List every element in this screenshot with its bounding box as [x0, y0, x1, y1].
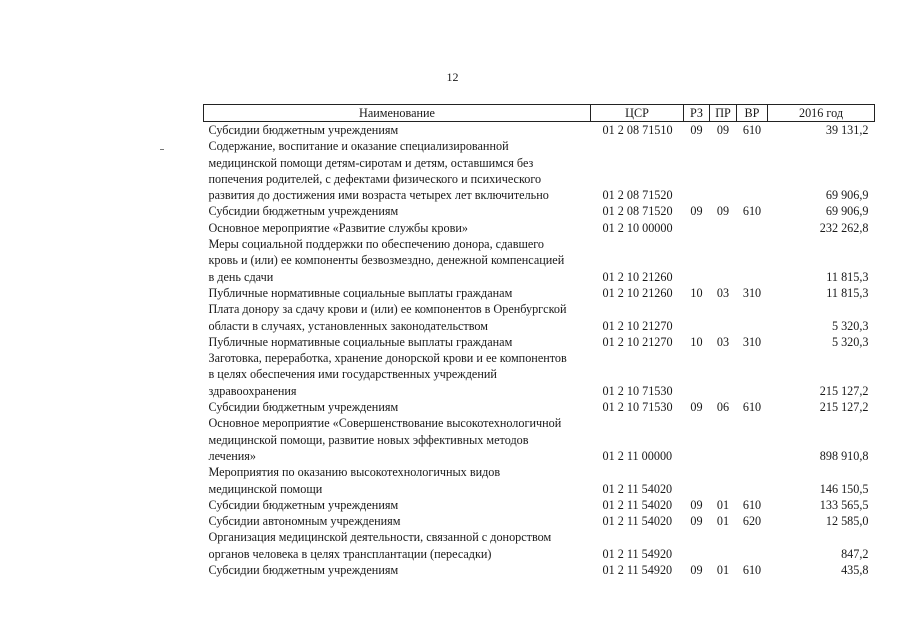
table-row	[204, 513, 875, 529]
row-name-cell	[204, 350, 591, 399]
table-row	[204, 122, 875, 139]
table-row	[204, 285, 875, 301]
row-rz	[684, 301, 710, 334]
row-rz	[684, 236, 710, 285]
row-csr: 01 2 08 71510	[602, 123, 673, 137]
row-rz: 09	[690, 204, 703, 219]
row-rz	[684, 415, 710, 464]
row-vr	[737, 464, 768, 497]
header-csr: ЦСР	[591, 105, 684, 122]
row-vr: 610	[742, 400, 762, 415]
row-sum: 69 906,9	[825, 204, 869, 219]
row-name-cell	[204, 203, 591, 219]
row-pr: 01	[716, 563, 730, 578]
row-sum: 435,8	[841, 563, 869, 578]
row-pr: 06	[716, 400, 730, 415]
row-name-cell	[204, 513, 591, 529]
row-name-cell	[204, 562, 591, 578]
row-vr	[737, 350, 768, 399]
row-rz: 10	[690, 334, 703, 349]
header-row	[204, 105, 875, 122]
row-sum: 215 127,2	[819, 383, 869, 398]
row-name-cell	[204, 122, 591, 139]
row-name-line: Субсидии бюджетным учреждениям	[208, 497, 399, 512]
table-row	[204, 464, 875, 497]
table-row	[204, 138, 875, 203]
row-name-line: Плата донору за сдачу крови и (или) ее компонентов в Оренбургской	[208, 302, 567, 317]
row-csr: 01 2 11 54020	[602, 514, 673, 529]
row-pr	[710, 350, 737, 399]
row-name-cell	[204, 301, 591, 334]
header-name: Наименование	[204, 105, 591, 122]
row-pr	[710, 464, 737, 497]
row-csr: 01 2 11 54020	[602, 497, 673, 512]
row-pr	[710, 220, 737, 236]
row-name-line: медицинской помощи, развитие новых эффективных методов	[208, 432, 529, 447]
row-name-cell	[204, 334, 591, 350]
row-csr: 01 2 11 00000	[602, 448, 673, 463]
row-name-line: в день сдачи	[208, 269, 274, 284]
row-rz: 09	[690, 514, 703, 529]
row-vr	[737, 529, 768, 562]
row-vr: 610	[742, 204, 762, 219]
row-pr	[710, 138, 737, 203]
row-name-cell	[204, 220, 591, 236]
row-vr	[737, 415, 768, 464]
row-sum: 39 131,2	[825, 123, 869, 137]
row-sum: 5 320,3	[831, 334, 869, 349]
row-rz: 09	[690, 123, 703, 137]
row-pr	[710, 415, 737, 464]
row-name-cell	[204, 529, 591, 562]
table-row	[204, 529, 875, 562]
row-csr: 01 2 11 54920	[602, 546, 673, 561]
row-sum: 898 910,8	[819, 448, 869, 463]
row-sum: 5 320,3	[831, 318, 869, 333]
row-rz	[684, 350, 710, 399]
row-csr: 01 2 10 21260	[602, 285, 673, 300]
table-row	[204, 236, 875, 285]
row-vr: 610	[742, 497, 762, 512]
row-name-line: Публичные нормативные социальные выплаты гражданам	[208, 334, 513, 349]
row-name-line: развития до достижения ими возраста четырех лет включительно	[208, 188, 549, 203]
row-name-line: медицинской помощи	[208, 481, 323, 496]
row-vr: 310	[742, 285, 762, 300]
header-pr: ПР	[710, 105, 737, 122]
row-name-cell	[204, 464, 591, 497]
row-csr: 01 2 11 54020	[602, 481, 673, 496]
row-vr	[737, 301, 768, 334]
row-csr: 01 2 10 21270	[602, 318, 673, 333]
row-name-line: области в случаях, установленных законодательством	[208, 318, 489, 333]
row-name-line: здравоохранения	[208, 383, 297, 398]
row-name-line: Субсидии бюджетным учреждениям	[208, 563, 399, 578]
row-csr: 01 2 10 21270	[602, 334, 673, 349]
row-name-cell	[204, 138, 591, 203]
row-rz	[684, 220, 710, 236]
row-name-cell	[204, 497, 591, 513]
row-pr: 03	[716, 334, 730, 349]
row-csr: 01 2 10 71530	[602, 383, 673, 398]
row-pr: 01	[716, 514, 730, 529]
row-sum: 11 815,3	[826, 269, 869, 284]
table-row	[204, 562, 875, 578]
row-name-line: в целях обеспечения ими государственных учреждений	[208, 367, 497, 382]
row-name-line: кровь и (или) ее компоненты безвозмездно, денежной компенсацией	[208, 253, 565, 268]
row-name-line: Мероприятия по оказанию высокотехнологичных видов	[208, 465, 501, 480]
row-rz: 09	[690, 563, 703, 578]
row-rz: 10	[690, 285, 703, 300]
header-sum: 2016 год	[768, 105, 875, 122]
row-pr	[710, 301, 737, 334]
row-name-line: медицинской помощи детям-сиротам и детям, оставшимся без	[208, 155, 534, 170]
row-vr	[737, 236, 768, 285]
row-pr	[710, 236, 737, 285]
budget-table	[203, 104, 875, 578]
row-name-line: Субсидии бюджетным учреждениям	[208, 123, 399, 137]
row-sum: 232 262,8	[819, 220, 869, 235]
row-vr: 610	[742, 123, 762, 137]
row-name-line: Субсидии автономным учреждениям	[208, 514, 401, 529]
table-row	[204, 415, 875, 464]
row-pr: 03	[716, 285, 730, 300]
row-name-line: Публичные нормативные социальные выплаты гражданам	[208, 285, 513, 300]
row-sum: 12 585,0	[825, 514, 869, 529]
row-sum: 11 815,3	[826, 285, 869, 300]
row-name-line: попечения родителей, с дефектами физического и психического	[208, 171, 542, 186]
row-name-line: лечения»	[208, 448, 256, 463]
row-csr: 01 2 08 71520	[602, 204, 673, 219]
row-rz	[684, 529, 710, 562]
header-vr: ВР	[737, 105, 768, 122]
row-csr: 01 2 11 54920	[602, 563, 673, 578]
row-name-line: Основное мероприятие «Совершенствование высокотехнологичной	[208, 416, 562, 431]
row-name-line: Организация медицинской деятельности, связанной с донорством	[208, 530, 552, 545]
row-vr	[737, 138, 768, 203]
row-name-cell	[204, 285, 591, 301]
table-row	[204, 220, 875, 236]
table-row	[204, 334, 875, 350]
row-name-line: Содержание, воспитание и оказание специализированной	[208, 139, 509, 154]
row-name-cell	[204, 415, 591, 464]
row-name-cell	[204, 399, 591, 415]
row-csr: 01 2 10 00000	[602, 220, 673, 235]
table-row	[204, 399, 875, 415]
row-csr: 01 2 10 21260	[602, 269, 673, 284]
row-csr: 01 2 10 71530	[602, 400, 673, 415]
table-row	[204, 203, 875, 219]
table-row	[204, 301, 875, 334]
row-pr	[710, 529, 737, 562]
row-pr: 01	[716, 497, 730, 512]
row-sum: 69 906,9	[825, 188, 869, 203]
header-rz: РЗ	[684, 105, 710, 122]
row-vr: 610	[742, 563, 762, 578]
row-rz: 09	[690, 497, 703, 512]
row-sum: 146 150,5	[819, 481, 869, 496]
table-row	[204, 350, 875, 399]
row-sum: 215 127,2	[819, 400, 869, 415]
row-name-line: органов человека в целях трансплантации (пересадки)	[208, 546, 492, 561]
row-sum: 847,2	[841, 546, 869, 561]
page-number: 12	[446, 70, 459, 84]
row-vr: 310	[742, 334, 762, 349]
row-name-line: Субсидии бюджетным учреждениям	[208, 204, 399, 219]
row-name-line: Меры социальной поддержки по обеспечению донора, сдавшего	[208, 237, 545, 252]
table-header	[204, 105, 875, 122]
row-rz	[684, 464, 710, 497]
table-body	[204, 122, 875, 579]
row-pr: 09	[716, 204, 730, 219]
row-rz	[684, 138, 710, 203]
table-row	[204, 497, 875, 513]
row-name-line: Субсидии бюджетным учреждениям	[208, 400, 399, 415]
row-pr: 09	[716, 123, 730, 137]
row-rz: 09	[690, 400, 703, 415]
margin-tick	[160, 149, 164, 150]
row-name-line: Заготовка, переработка, хранение донорской крови и ее компонентов	[208, 351, 567, 366]
row-name-cell	[204, 236, 591, 285]
row-csr: 01 2 08 71520	[602, 188, 673, 203]
row-sum: 133 565,5	[819, 497, 869, 512]
row-vr: 620	[742, 514, 762, 529]
row-vr	[737, 220, 768, 236]
row-name-line: Основное мероприятие «Развитие службы крови»	[208, 220, 468, 235]
